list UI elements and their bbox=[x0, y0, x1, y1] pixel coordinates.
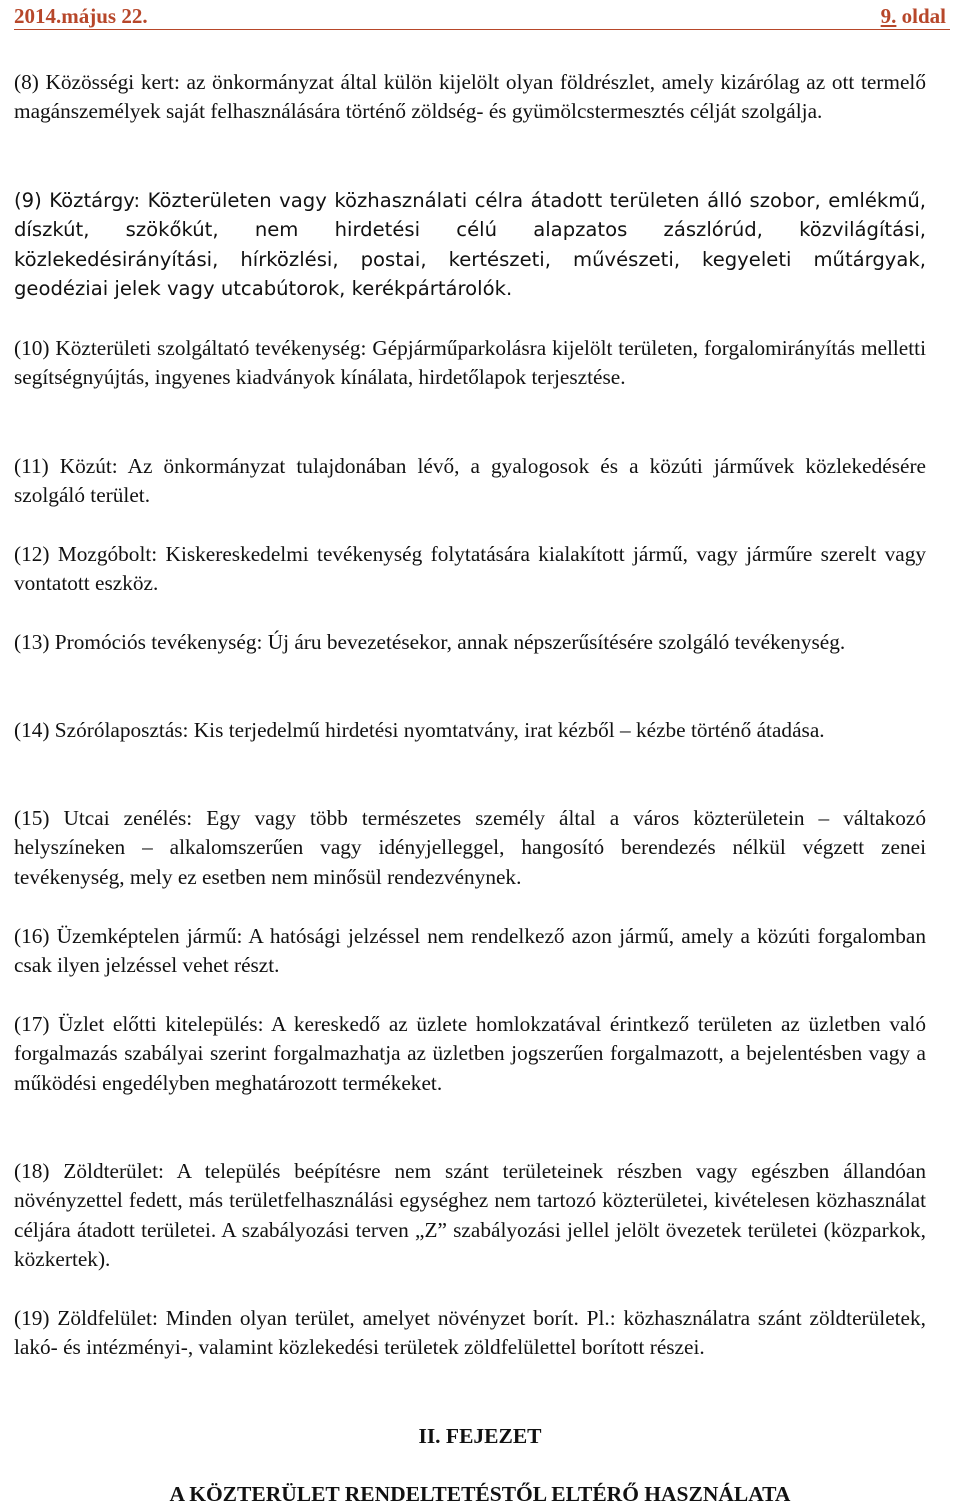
definition-paragraph-17: (17) Üzlet előtti kitelepülés: A kereskedő az üzlete homlokzatával érintkező területen az üzletben való forgalmazás szabályai szerint forgalmazhatja az üzletben jogszerűen forgalmazott, a bejelentésben vagy a működési engedélyben meghatározott termékeket. bbox=[14, 1012, 926, 1095]
definition-paragraph-11: (11) Közút: Az önkormányzat tulajdonában lévő, a gyalogosok és a közúti járművek közlekedésére szolgáló terület. bbox=[14, 454, 926, 508]
page-word: oldal bbox=[901, 4, 946, 28]
definition-paragraph-10: (10) Közterületi szolgáltató tevékenység: Gépjárműparkolásra kijelölt területen, forgalomirányítás melletti segítségnyújtás, ingyenes kiadványok kínálata, hirdetőlapok terjesztése. bbox=[14, 336, 926, 390]
definition-paragraph-13: (13) Promóciós tevékenység: Új áru bevezetésekor, annak népszerűsítésére szolgáló tevékenység. bbox=[14, 630, 846, 654]
definition-paragraph-15: (15) Utcai zenélés: Egy vagy több természetes személy által a város közterületein – váltakozó helyszíneken – alkalomszerűen vagy idényjelleggel, hangosító berendezés nélkül végzett zenei tevékenység, mely ez esetben nem minősül rendezvénynek. bbox=[14, 806, 926, 889]
header-date: 2014.május 22. bbox=[14, 4, 148, 28]
definition-paragraph-8: (8) Közösségi kert: az önkormányzat által külön kijelölt olyan földrészlet, amely kizárólag az ott termelő magánszemélyek saját felhasználására történő zöldség- és gyümölcstermesztés célját szolgálja. bbox=[14, 70, 926, 124]
definition-paragraph-19: (19) Zöldfelület: Minden olyan terület, amelyet növényzet borít. Pl.: közhasználatra szánt zöldterületek, lakó- és intézményi-, valamint közlekedési területek zöldfelülettel borított részei. bbox=[14, 1306, 926, 1360]
definition-paragraph-16: (16) Üzemképtelen jármű: A hatósági jelzéssel nem rendelkező azon jármű, amely a közúti forgalomban csak ilyen jelzéssel vehet részt. bbox=[14, 924, 926, 978]
header-page-number bbox=[881, 3, 946, 29]
definition-paragraph-18: (18) Zöldterület: A település beépítésre nem szánt területeinek részben vagy egészben állandóan növényzettel fedett, más területfelhasználási egységhez nem tartozó közterületei, kivételesen közhasználat céljára átadott területei. A szabályozási terven „Z” szabályozási jellel jelölt övezetek területei (közparkok, közkertek). bbox=[14, 1159, 926, 1272]
page-number: 9. bbox=[880, 4, 897, 28]
chapter-number: II. FEJEZET bbox=[418, 1424, 542, 1448]
page-header bbox=[14, 3, 950, 30]
definition-paragraph-12: (12) Mozgóbolt: Kiskereskedelmi tevékenység folytatására kialakított jármű, vagy járműre szerelt vagy vontatott eszköz. bbox=[14, 542, 926, 596]
definition-paragraph-9: (9) Köztárgy: Közterületen vagy közhasználati célra átadott területen álló szobor, emlékmű, díszkút, szökőkút, nem hirdetési célú alapzatos zászlórúd, közvilágítási, közlekedésirányítási, hírközlési, postai, kertészeti, művészeti, kegyeleti műtárgyak, geodéziai jelek vagy utcabútorok, kerékpártárolók. bbox=[14, 189, 926, 301]
chapter-title: A KÖZTERÜLET RENDELTETÉSTŐL ELTÉRŐ HASZNÁLATA bbox=[169, 1482, 791, 1506]
definition-paragraph-14: (14) Szórólaposztás: Kis terjedelmű hirdetési nyomtatvány, irat kézből – kézbe történő átadása. bbox=[14, 718, 825, 742]
